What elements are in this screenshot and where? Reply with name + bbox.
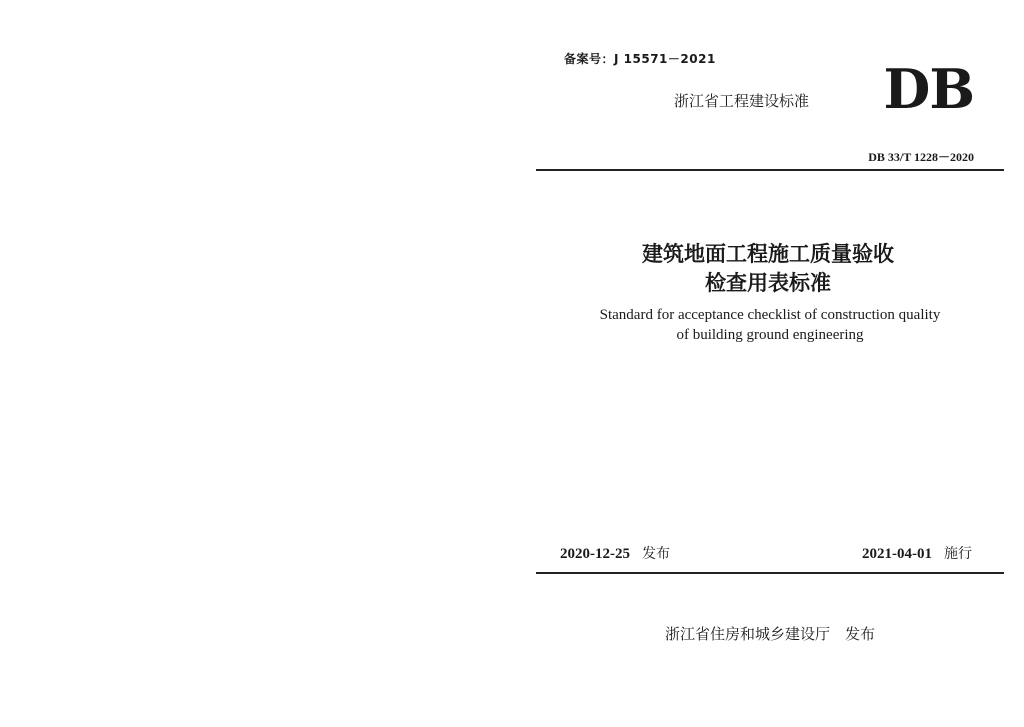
release-info <box>560 543 670 563</box>
filing-number: 备案号：J 15571－2021 <box>564 52 716 66</box>
title-cn-line1: 建筑地面工程施工质量验收 <box>642 241 894 266</box>
title-en-line2: of building ground engineering <box>676 327 864 343</box>
release-label: 发布 <box>642 546 670 562</box>
top-divider <box>536 169 1004 171</box>
implement-label: 施行 <box>944 546 972 562</box>
implement-info <box>862 543 972 563</box>
cover-page <box>536 0 1004 727</box>
standard-category: 浙江省工程建设标准 <box>674 92 810 110</box>
title-en-line1: Standard for acceptance checklist of construction quality <box>599 307 941 323</box>
bottom-divider <box>536 572 1004 574</box>
implement-date: 2021-04-01 <box>862 546 932 562</box>
publisher: 浙江省住房和城乡建设厅 发布 <box>664 625 875 643</box>
release-date: 2020-12-25 <box>560 546 630 562</box>
title-cn-line2: 检查用表标准 <box>705 270 831 295</box>
dates-row <box>560 543 972 563</box>
standard-code: DB 33/T 1228－2020 <box>868 150 974 164</box>
db-logo-mark: DB <box>883 57 974 121</box>
